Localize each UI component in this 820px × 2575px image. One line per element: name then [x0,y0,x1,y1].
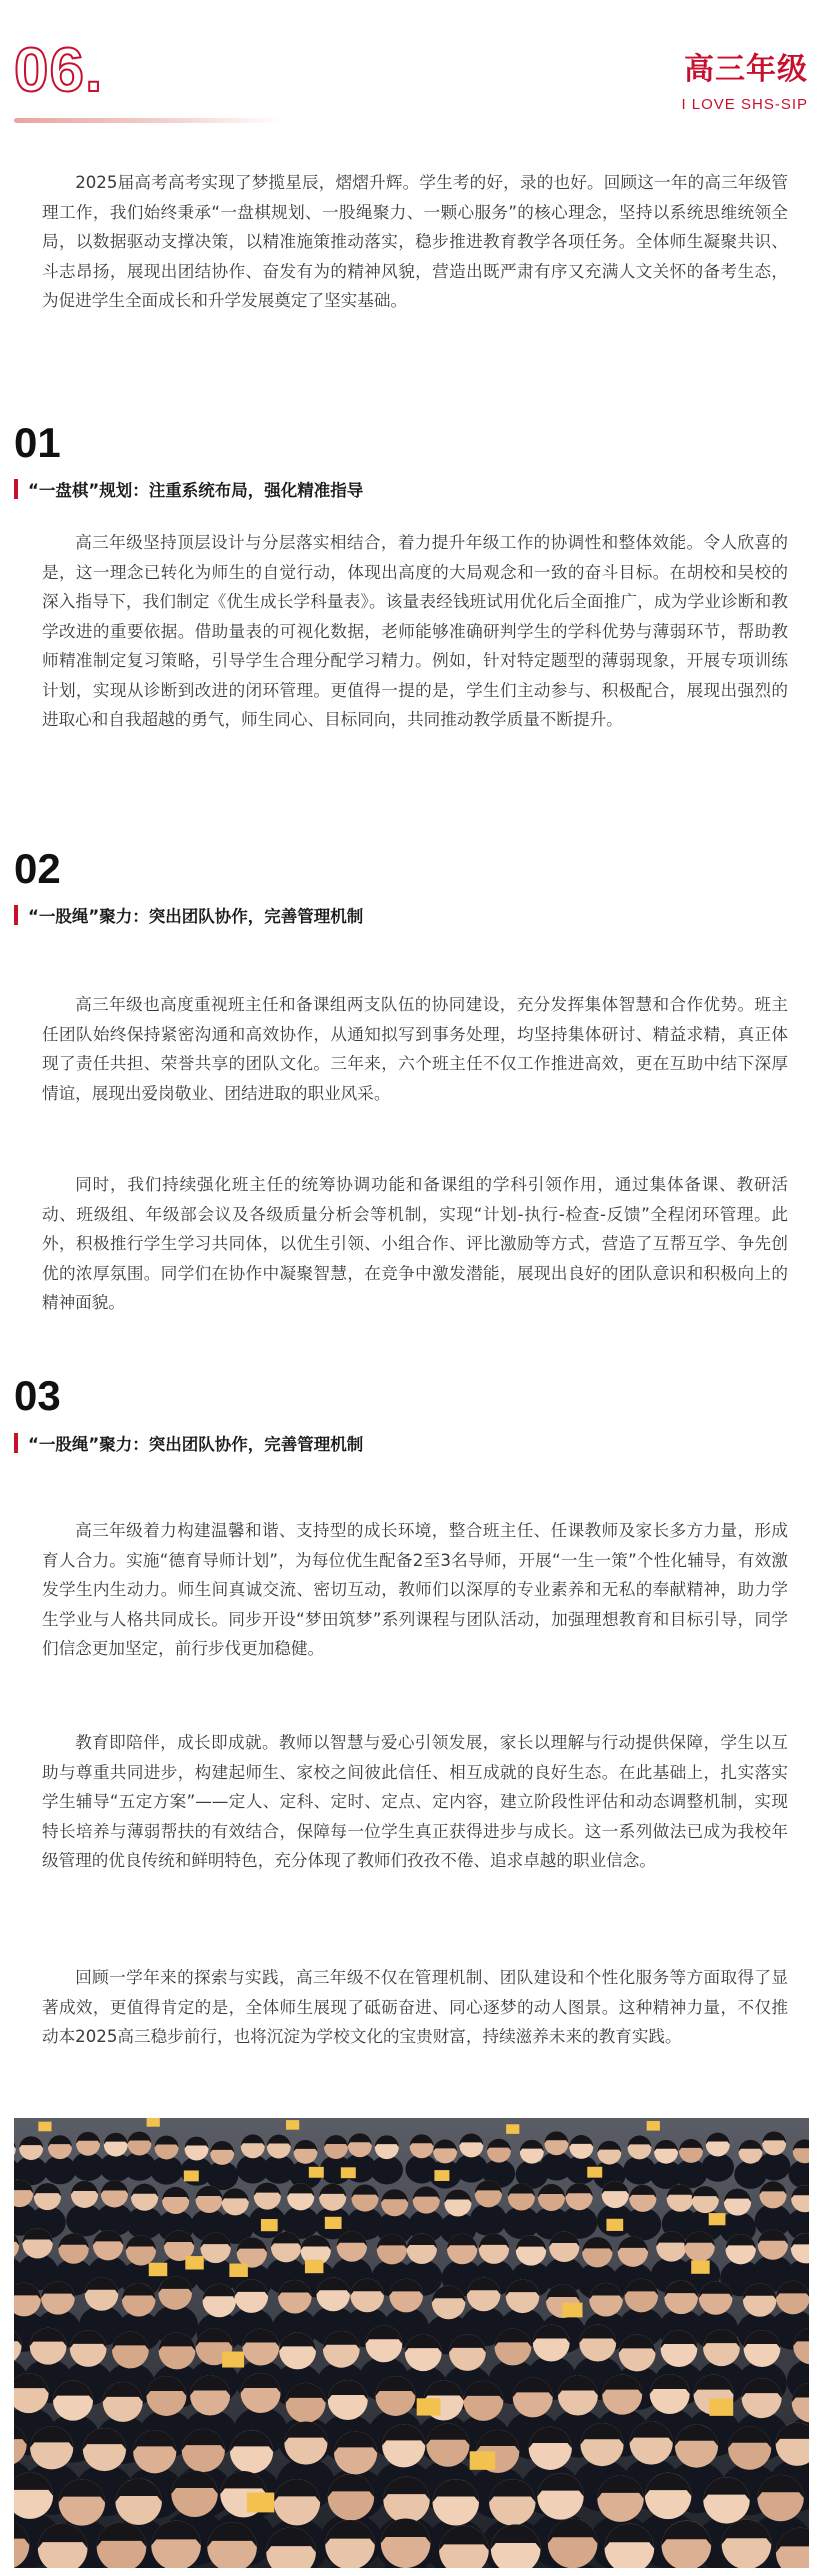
student-body [72,2152,104,2181]
section-number: 01 [14,419,61,466]
section-number: 02 [14,845,61,892]
paper-flag [587,2167,602,2178]
student-body [455,2154,487,2183]
paper-flag [562,2303,582,2318]
paper-flag [286,2120,299,2130]
section-paragraph: 教育即陪伴，成长即成就。教师以智慧与爱心引领发展，家长以理解与行动提供保障，学生以互助与尊重共同进步，构建起师生、家校之间彼此信任、相互成就的良好生态。在此基础上，扎实落实学生辅导“五定方案”——定人、定科、定时、定点、定内容，建立阶段性评估和动态调整机制，实现特长培养与薄弱帮扶的有效结合，保障每一位学生真正获得进步与成长。这一系列做法已成为我校年级管理的优良传统和鲜明特色，充分体现了教师们孜孜不倦、追求卓越的职业信念。 [42,1733,788,1870]
chapter-number: 06. [14,36,104,105]
section-paragraph: 高三年级也高度重视班主任和备课组两支队伍的协同建设，充分发挥集体智慧和合作优势。班主任团队始终保持紧密沟通和高效协作，从通知拟写到事务处理，均坚持集体研讨、精益求精，真正体现了责任共担、荣誉共享的团队文化。三年来，六个班主任不仅工作推进高效，更在互助中结下深厚情谊，展现出爱岗敬业、团结进取的职业风采。 [42,995,788,1103]
student-body [702,2153,734,2182]
paper-flag [149,2263,167,2276]
group-photo [14,2118,809,2568]
section-paragraph: 同时，我们持续强化班主任的统筹协调功能和备课组的学科引领作用，通过集体备课、教研活动、班级组、年级部会议及各级质量分析会等机制，实现“计划-执行-检查-反馈”全程闭环管理。此外，积极推行学生学习共同体，以优生引领、小组合作、评比激励等方式，营造了互帮互学、争先创优的浓厚氛围。同学们在协作中凝聚智慧，在竞争中激发潜能，展现出良好的团队意识和积极向上的精神面貌。 [42,1175,788,1312]
chapter-number-underline [14,118,284,123]
intro-paragraph: 2025届高考高考实现了梦揽星辰，熠熠升辉。学生考的好，录的也好。回顾这一年的高三年级管理工作，我们始终秉承“一盘棋规划、一股绳聚力、一颗心服务”的核心理念，坚持以系统思维统领全局，以数据驱动支撑决策，以精准施策推动落实，稳步推进教育教学各项任务。全体师生凝聚共识、斗志昂扬，展现出团结协作、奋发有为的精神风貌，营造出既严肃有序又充满人文关怀的备考生态，为促进学生全面成长和升学发展奠定了坚实基础。 [42,173,788,310]
section-title: “一股绳”聚力：突出团队协作，完善管理机制 [28,1435,364,1454]
page-subtitle: I LOVE SHS-SIP [681,96,808,113]
section-heading [14,1432,363,1454]
student-body [263,2155,295,2184]
student-body [206,2161,238,2190]
section-paragraph: 高三年级着力构建温馨和谐、支持型的成长环境，整合班主任、任课教师及家长多方力量，形成育人合力。实施“德育导师计划”，为每位优生配备2至3名导师，开展“一生一策”个性化辅导，有效激发学生内生动力。师生间真诚交流、密切互动，教师们以深厚的专业素养和无私的奉献精神，助力学生学业与人格共同成长。同步开设“梦田筑梦”系列课程与团队活动，加强理想教育和目标引导，同学们信念更加坚定，前行步伐更加稳健。 [42,1521,788,1658]
student-body [470,2203,507,2236]
section-title: “一股绳”聚力：突出团队协作，完善管理机制 [28,907,364,926]
section-number: 03 [14,1372,61,1419]
section-paragraph: 高三年级坚持顶层设计与分层落实相结合，着力提升年级工作的协调性和整体效能。令人欣喜的是，这一理念已转化为师生的自觉行动，体现出高度的大局观念和一致的奋斗目标。在胡校和吴校的深入指导下，我们制定《优生成长学科量表》。该量表经钱班试用优化后全面推广，成为学业诊断和教学改进的重要依据。借助量表的可视化数据，老师能够准确研判学生的学科优势与薄弱环节，帮助教师精准制定复习策略，引导学生合理分配学习精力。例如，针对特定题型的薄弱现象，开展专项训练计划，实现从诊断到改进的闭环管理。更值得一提的是，学生们主动参与、积极配合，展现出强烈的进取心和自我超越的勇气，师生同心、目标同向，共同推动教学质量不断提升。 [42,533,788,729]
section-marker [14,479,18,499]
paper-flag [184,2170,199,2181]
student-body [123,2152,155,2181]
paper-flag [691,2260,709,2273]
paper-flag [229,2264,247,2277]
paper-flag [434,2170,449,2181]
paper-flag [647,2121,660,2131]
section-title: “一盘棋”规划：注重系统布局，强化精准指导 [28,481,364,500]
section-marker [14,1433,18,1453]
paper-flag [38,2122,51,2132]
section-heading [14,904,363,926]
paper-flag [470,2451,496,2470]
paper-flag [261,2219,278,2231]
paper-flag [341,2167,356,2178]
student-body [150,2156,182,2185]
student-body [758,2152,790,2181]
paper-flag [325,2217,342,2229]
student-body [624,2208,661,2241]
paper-flag [709,2399,733,2416]
paper-flag [305,2260,323,2273]
group-photo-icon [14,2118,809,2568]
page-header [0,0,820,150]
paper-flag [147,2118,160,2127]
paper-flag [506,2124,519,2134]
paper-flag [247,2493,274,2513]
paper-flag [606,2219,623,2231]
page-title: 高三年级 [684,52,808,87]
paper-flag [417,2398,441,2415]
section-paragraph: 回顾一学年来的探索与实践，高三年级不仅在管理机制、团队建设和个性化服务等方面取得了显著成效，更值得肯定的是，全体师生展现了砥砺奋进、同心逐梦的动人图景。这种精神力量，不仅推动本2025高三稳步前行，也将沉淀为学校文化的宝贵财富，持续滋养未来的教育实践。 [42,1968,788,2046]
paper-flag [309,2167,324,2178]
student-body [126,2207,163,2240]
paper-flag [709,2213,726,2225]
paper-flag [185,2256,203,2269]
student-body [371,2156,403,2185]
section-marker [14,905,18,925]
section-heading [14,478,363,500]
student-body [44,2156,76,2185]
paper-flag [222,2351,244,2367]
